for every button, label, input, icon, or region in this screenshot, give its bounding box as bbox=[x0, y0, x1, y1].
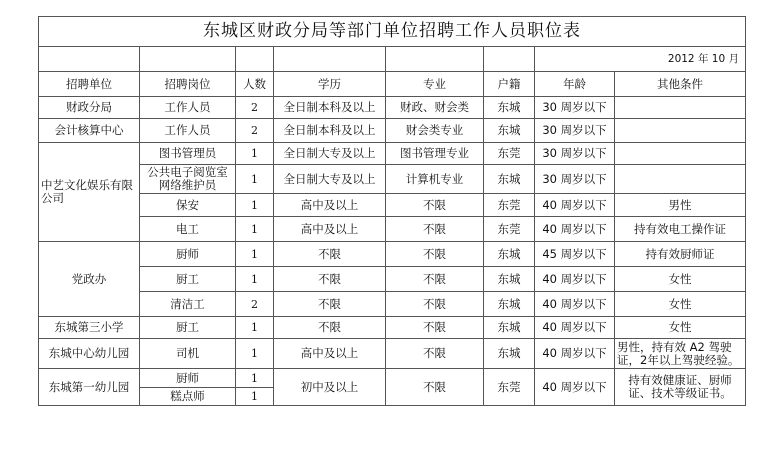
huji-cell: 东莞 bbox=[484, 217, 535, 242]
major-cell: 不限 bbox=[386, 242, 484, 267]
post-cell: 工作人员 bbox=[140, 119, 236, 143]
unit-cell: 财政分局 bbox=[39, 97, 140, 119]
age-cell: 40 周岁以下 bbox=[535, 267, 615, 292]
huji-cell: 东城 bbox=[484, 339, 535, 369]
count-cell: 1 bbox=[236, 369, 274, 388]
blank-cell bbox=[386, 47, 484, 72]
header-education: 学历 bbox=[274, 72, 386, 97]
count-cell: 1 bbox=[236, 388, 274, 406]
huji-cell: 东城 bbox=[484, 317, 535, 339]
other-cell: 持有效健康证、厨师证、技术等级证书。 bbox=[615, 369, 746, 406]
education-cell: 高中及以上 bbox=[274, 194, 386, 217]
major-cell: 不限 bbox=[386, 292, 484, 317]
education-cell: 全日制大专及以上 bbox=[274, 143, 386, 165]
education-cell: 全日制大专及以上 bbox=[274, 165, 386, 194]
post-cell: 公共电子阅览室网络维护员 bbox=[140, 165, 236, 194]
blank-cell bbox=[39, 47, 140, 72]
other-cell: 男性 bbox=[615, 194, 746, 217]
education-cell: 不限 bbox=[274, 242, 386, 267]
other-cell bbox=[615, 143, 746, 165]
post-cell: 厨师 bbox=[140, 369, 236, 388]
count-cell: 1 bbox=[236, 267, 274, 292]
age-cell: 40 周岁以下 bbox=[535, 369, 615, 406]
major-cell: 不限 bbox=[386, 317, 484, 339]
post-cell: 电工 bbox=[140, 217, 236, 242]
unit-cell: 东城第一幼儿园 bbox=[39, 369, 140, 406]
table-date: 2012 年 10 月 bbox=[535, 47, 746, 72]
blank-cell bbox=[274, 47, 386, 72]
blank-cell bbox=[236, 47, 274, 72]
huji-cell: 东城 bbox=[484, 97, 535, 119]
major-cell: 计算机专业 bbox=[386, 165, 484, 194]
post-cell: 厨工 bbox=[140, 267, 236, 292]
recruitment-table bbox=[38, 16, 746, 406]
count-cell: 1 bbox=[236, 194, 274, 217]
age-cell: 45 周岁以下 bbox=[535, 242, 615, 267]
major-cell: 图书管理专业 bbox=[386, 143, 484, 165]
age-cell: 40 周岁以下 bbox=[535, 217, 615, 242]
other-cell: 女性 bbox=[615, 317, 746, 339]
other-cell: 持有效厨师证 bbox=[615, 242, 746, 267]
huji-cell: 东城 bbox=[484, 242, 535, 267]
huji-cell: 东城 bbox=[484, 119, 535, 143]
header-count: 人数 bbox=[236, 72, 274, 97]
education-cell: 高中及以上 bbox=[274, 339, 386, 369]
table-row bbox=[39, 143, 746, 165]
header-age: 年龄 bbox=[535, 72, 615, 97]
table-row bbox=[39, 97, 746, 119]
other-cell: 持有效电工操作证 bbox=[615, 217, 746, 242]
education-cell: 不限 bbox=[274, 317, 386, 339]
post-cell: 厨工 bbox=[140, 317, 236, 339]
huji-cell: 东莞 bbox=[484, 194, 535, 217]
age-cell: 40 周岁以下 bbox=[535, 292, 615, 317]
age-cell: 30 周岁以下 bbox=[535, 143, 615, 165]
table-row bbox=[39, 242, 746, 267]
blank-cell bbox=[140, 47, 236, 72]
education-cell: 不限 bbox=[274, 292, 386, 317]
post-cell: 清洁工 bbox=[140, 292, 236, 317]
table-row bbox=[39, 194, 746, 217]
title-row bbox=[39, 17, 746, 47]
age-cell: 30 周岁以下 bbox=[535, 97, 615, 119]
major-cell: 不限 bbox=[386, 194, 484, 217]
other-cell: 女性 bbox=[615, 292, 746, 317]
other-cell bbox=[615, 97, 746, 119]
header-other: 其他条件 bbox=[615, 72, 746, 97]
other-cell: 女性 bbox=[615, 267, 746, 292]
age-cell: 30 周岁以下 bbox=[535, 119, 615, 143]
post-cell: 工作人员 bbox=[140, 97, 236, 119]
table-row bbox=[39, 267, 746, 292]
count-cell: 1 bbox=[236, 165, 274, 194]
post-cell: 图书管理员 bbox=[140, 143, 236, 165]
unit-cell: 党政办 bbox=[39, 242, 140, 317]
age-cell: 40 周岁以下 bbox=[535, 339, 615, 369]
age-cell: 30 周岁以下 bbox=[535, 165, 615, 194]
count-cell: 1 bbox=[236, 317, 274, 339]
table-row bbox=[39, 217, 746, 242]
major-cell: 财会类专业 bbox=[386, 119, 484, 143]
major-cell: 财政、财会类 bbox=[386, 97, 484, 119]
date-row bbox=[39, 47, 746, 72]
post-cell: 保安 bbox=[140, 194, 236, 217]
table-row bbox=[39, 292, 746, 317]
education-cell: 高中及以上 bbox=[274, 217, 386, 242]
count-cell: 1 bbox=[236, 242, 274, 267]
unit-cell: 中艺文化娱乐有限公司 bbox=[39, 143, 140, 242]
table-row bbox=[39, 339, 746, 369]
table-row bbox=[39, 119, 746, 143]
header-major: 专业 bbox=[386, 72, 484, 97]
recruitment-sheet bbox=[38, 16, 746, 406]
count-cell: 1 bbox=[236, 217, 274, 242]
unit-cell: 东城第三小学 bbox=[39, 317, 140, 339]
major-cell: 不限 bbox=[386, 217, 484, 242]
other-cell bbox=[615, 119, 746, 143]
other-cell: 男性，持有效 A2 驾驶证，2年以上驾驶经验。 bbox=[615, 339, 746, 369]
table-title: 东城区财政分局等部门单位招聘工作人员职位表 bbox=[39, 17, 746, 47]
major-cell: 不限 bbox=[386, 369, 484, 406]
header-post: 招聘岗位 bbox=[140, 72, 236, 97]
table-row bbox=[39, 317, 746, 339]
age-cell: 40 周岁以下 bbox=[535, 317, 615, 339]
post-cell: 糕点师 bbox=[140, 388, 236, 406]
blank-cell bbox=[484, 47, 535, 72]
major-cell: 不限 bbox=[386, 267, 484, 292]
count-cell: 2 bbox=[236, 292, 274, 317]
unit-cell: 东城中心幼儿园 bbox=[39, 339, 140, 369]
post-cell: 厨师 bbox=[140, 242, 236, 267]
other-cell bbox=[615, 165, 746, 194]
huji-cell: 东莞 bbox=[484, 143, 535, 165]
age-cell: 40 周岁以下 bbox=[535, 194, 615, 217]
huji-cell: 东城 bbox=[484, 165, 535, 194]
huji-cell: 东城 bbox=[484, 267, 535, 292]
count-cell: 2 bbox=[236, 97, 274, 119]
table-row bbox=[39, 165, 746, 194]
header-unit: 招聘单位 bbox=[39, 72, 140, 97]
huji-cell: 东城 bbox=[484, 292, 535, 317]
count-cell: 2 bbox=[236, 119, 274, 143]
table-row bbox=[39, 369, 746, 388]
huji-cell: 东莞 bbox=[484, 369, 535, 406]
count-cell: 1 bbox=[236, 339, 274, 369]
major-cell: 不限 bbox=[386, 339, 484, 369]
post-cell: 司机 bbox=[140, 339, 236, 369]
education-cell: 不限 bbox=[274, 267, 386, 292]
education-cell: 初中及以上 bbox=[274, 369, 386, 406]
header-huji: 户籍 bbox=[484, 72, 535, 97]
count-cell: 1 bbox=[236, 143, 274, 165]
education-cell: 全日制本科及以上 bbox=[274, 119, 386, 143]
header-row bbox=[39, 72, 746, 97]
education-cell: 全日制本科及以上 bbox=[274, 97, 386, 119]
unit-cell: 会计核算中心 bbox=[39, 119, 140, 143]
